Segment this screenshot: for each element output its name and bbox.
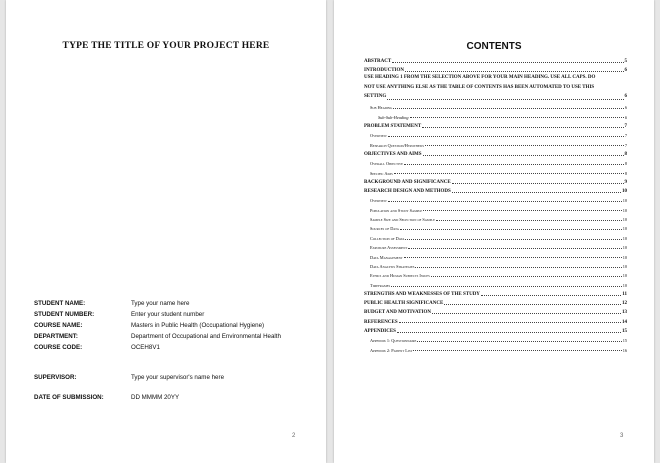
toc-entry-page: 6	[624, 68, 627, 74]
toc-leader	[423, 155, 624, 156]
toc-entry-label: Overview	[370, 198, 387, 204]
toc-leader	[405, 239, 621, 240]
toc-entry-page: 10	[622, 226, 627, 232]
toc-entry-page: 10	[622, 235, 627, 241]
toc-leader	[388, 201, 622, 202]
toc-leader	[425, 145, 624, 146]
department-label: DEPARTMENT:	[34, 333, 78, 340]
toc-entry-page: 10	[622, 245, 627, 251]
toc-leader	[408, 248, 621, 249]
page-number: 3	[620, 433, 624, 439]
toc-entry-page: 13	[622, 310, 627, 316]
toc-entry-page: 6	[624, 114, 627, 120]
toc-instruction-line: SETTING	[364, 93, 387, 99]
toc-entry-label: Specific Aims	[370, 170, 393, 176]
page-number: 2	[292, 433, 296, 439]
toc-entry-page: 8	[624, 161, 627, 167]
toc-entry[interactable]	[364, 343, 627, 352]
toc-entry[interactable]	[364, 315, 627, 324]
toc-entry[interactable]	[364, 288, 627, 297]
student-name-label: STUDENT NAME:	[34, 300, 86, 307]
toc-entry[interactable]	[364, 148, 627, 157]
table-of-contents	[364, 55, 627, 353]
toc-leader	[432, 313, 621, 314]
toc-entry-label: OBJECTIVES AND AIMS	[364, 151, 422, 157]
toc-leader	[388, 136, 624, 137]
toc-entry[interactable]	[364, 166, 627, 175]
toc-entry-page: 7	[624, 123, 627, 129]
toc-leader	[387, 99, 623, 100]
contents-page	[334, 0, 654, 463]
toc-entry-label: Sub-Sub-Heading	[378, 114, 409, 120]
toc-entry-page: 10	[622, 282, 627, 288]
toc-entry-label: ABSTRACT	[364, 59, 392, 65]
toc-entry-page: 10	[622, 254, 627, 260]
toc-entry[interactable]	[364, 241, 627, 250]
toc-entry[interactable]	[364, 55, 627, 64]
course-code-row	[34, 344, 160, 351]
toc-entry-label: Sub Heading	[370, 105, 393, 111]
course-name-label: COURSE NAME:	[34, 322, 83, 329]
toc-entry-label: Timeframes	[370, 282, 391, 288]
toc-entry[interactable]	[364, 185, 627, 194]
toc-entry-instruction[interactable]	[364, 73, 627, 101]
toc-entry-label: Overall Objective	[370, 161, 403, 167]
toc-entry[interactable]	[364, 213, 627, 222]
toc-leader	[431, 276, 622, 277]
toc-leader	[452, 192, 621, 193]
toc-entry[interactable]	[364, 194, 627, 203]
toc-entry-page: 10	[622, 273, 627, 279]
toc-entry-label: Appendix 2: Patient List	[370, 347, 413, 353]
toc-leader	[399, 322, 621, 323]
toc-entry[interactable]	[364, 64, 627, 73]
toc-leader	[404, 257, 622, 258]
project-title[interactable]: TYPE THE TITLE OF YOUR PROJECT HERE	[62, 41, 270, 51]
toc-leader	[436, 220, 622, 221]
course-code-label: COURSE CODE:	[34, 344, 83, 351]
toc-entry-label: STRENGTHS AND WEAKNESSES OF THE STUDY	[364, 291, 480, 297]
toc-entry-label: Population and Study Sample	[370, 207, 423, 213]
toc-entry-page: 7	[624, 133, 627, 139]
toc-entry-page: 10	[622, 207, 627, 213]
department-value[interactable]: Department of Occupational and Environmental Health	[131, 333, 281, 340]
toc-entry-page: 8	[624, 151, 627, 157]
toc-instruction-line: USE HEADING 1 FROM THE SELECTION ABOVE FOR YOUR MAIN HEADING. USE ALL CAPS. DO	[364, 75, 596, 81]
toc-entry-label: Sources of Data	[370, 226, 399, 232]
course-name-row	[34, 322, 264, 329]
toc-entry-page: 10	[622, 198, 627, 204]
student-number-value[interactable]: Enter your student number	[131, 311, 205, 318]
toc-leader	[415, 267, 621, 268]
toc-leader	[410, 117, 624, 118]
toc-leader	[404, 164, 624, 165]
toc-leader	[405, 71, 623, 72]
toc-entry[interactable]	[364, 203, 627, 212]
toc-entry[interactable]	[364, 306, 627, 315]
toc-entry-page: 16	[622, 347, 627, 353]
toc-entry-page: 6	[624, 93, 627, 99]
toc-leader	[393, 108, 624, 109]
toc-entry-label: PROBLEM STATEMENT	[364, 123, 422, 129]
toc-entry[interactable]	[364, 101, 627, 110]
toc-entry-page: 12	[622, 301, 627, 307]
toc-leader	[444, 304, 621, 305]
toc-entry-page: 10	[622, 188, 627, 194]
toc-entry-page: 10	[622, 264, 627, 269]
toc-leader	[400, 229, 622, 230]
toc-entry-label: Data Analysis Strategies	[370, 264, 415, 269]
toc-leader	[391, 286, 622, 287]
toc-entry[interactable]	[364, 157, 627, 166]
toc-entry-label: Data Management	[370, 254, 403, 260]
toc-entry-page: 15	[622, 338, 627, 344]
toc-entry[interactable]	[364, 269, 627, 278]
student-name-row	[34, 300, 189, 307]
supervisor-row	[34, 374, 224, 381]
toc-entry[interactable]	[364, 260, 627, 269]
toc-leader	[481, 295, 621, 296]
toc-entry[interactable]	[364, 231, 627, 240]
student-number-row	[34, 311, 204, 318]
contents-title: CONTENTS	[466, 41, 522, 52]
course-code-value[interactable]: OCEH8V1	[131, 344, 160, 351]
toc-entry-label: PUBLIC HEALTH SIGNIFICANCE	[364, 301, 444, 307]
student-name-value[interactable]: Type your name here	[131, 300, 190, 307]
toc-entry-label: Appendix 1: Questionnaire	[370, 338, 417, 344]
toc-leader	[413, 350, 621, 351]
toc-entry-label: Ethics and Human Subjects Issues	[370, 273, 430, 279]
toc-entry-page: 8	[624, 170, 627, 176]
toc-entry-page: 10	[622, 217, 627, 223]
toc-entry-page: 11	[622, 291, 627, 297]
toc-leader	[422, 127, 623, 128]
toc-entry-label: Sample Size and Selection of Sample	[370, 217, 435, 223]
submission-date-label: DATE OF SUBMISSION:	[34, 394, 104, 401]
toc-entry-label: Research Question/Hypothesis	[370, 142, 425, 148]
toc-leader	[423, 210, 621, 211]
toc-leader	[397, 332, 621, 333]
toc-entry-label: BUDGET AND MOTIVATION	[364, 310, 431, 316]
submission-date-row	[34, 394, 179, 401]
toc-instruction-line: NOT USE ANYTHING ELSE AS THE TABLE OF CONTENTS HAS BEEN AUTOMATED TO USE THIS	[364, 84, 595, 90]
department-row	[34, 333, 281, 340]
toc-entry-label: REFERENCES	[364, 319, 398, 325]
toc-leader	[394, 173, 624, 174]
supervisor-value[interactable]: Type your supervisor's name here	[131, 374, 225, 381]
course-name-value[interactable]: Masters in Public Health (Occupational Hygiene)	[131, 322, 265, 329]
toc-entry-page: 15	[622, 328, 627, 334]
toc-entry[interactable]	[364, 120, 627, 129]
toc-entry-page: 5	[624, 59, 627, 65]
submission-date-value[interactable]: DD MMMM 20YY	[131, 394, 180, 401]
toc-entry-label: Exposure Assessment	[370, 245, 408, 251]
toc-entry[interactable]	[364, 176, 627, 185]
toc-entry-label: APPENDICES	[364, 328, 396, 334]
toc-entry[interactable]	[364, 129, 627, 138]
toc-entry-page: 14	[622, 319, 627, 325]
toc-entry-page: 9	[624, 179, 627, 185]
toc-leader	[392, 62, 623, 63]
toc-entry-label: Overview	[370, 133, 387, 139]
toc-leader	[417, 341, 621, 342]
toc-entry[interactable]	[364, 325, 627, 334]
toc-entry-label: INTRODUCTION	[364, 68, 405, 74]
toc-entry-page: 6	[624, 105, 627, 111]
toc-entry[interactable]	[364, 278, 627, 287]
toc-entry[interactable]	[364, 297, 627, 306]
toc-leader	[452, 183, 624, 184]
supervisor-label: SUPERVISOR:	[34, 374, 77, 381]
toc-entry[interactable]	[364, 110, 627, 119]
toc-entry[interactable]	[364, 138, 627, 147]
toc-entry-label: RESEARCH DESIGN AND METHODS	[364, 188, 451, 194]
student-number-label: STUDENT NUMBER:	[34, 311, 95, 318]
toc-entry[interactable]	[364, 334, 627, 343]
toc-entry-label: BACKGROUND AND SIGNIFICANCE	[364, 179, 451, 185]
toc-entry[interactable]	[364, 250, 627, 259]
toc-entry-label: Collection of Data	[370, 235, 405, 241]
toc-list	[364, 101, 627, 353]
title-page	[6, 0, 326, 463]
toc-entry[interactable]	[364, 222, 627, 231]
toc-entry-page: 7	[624, 142, 627, 148]
